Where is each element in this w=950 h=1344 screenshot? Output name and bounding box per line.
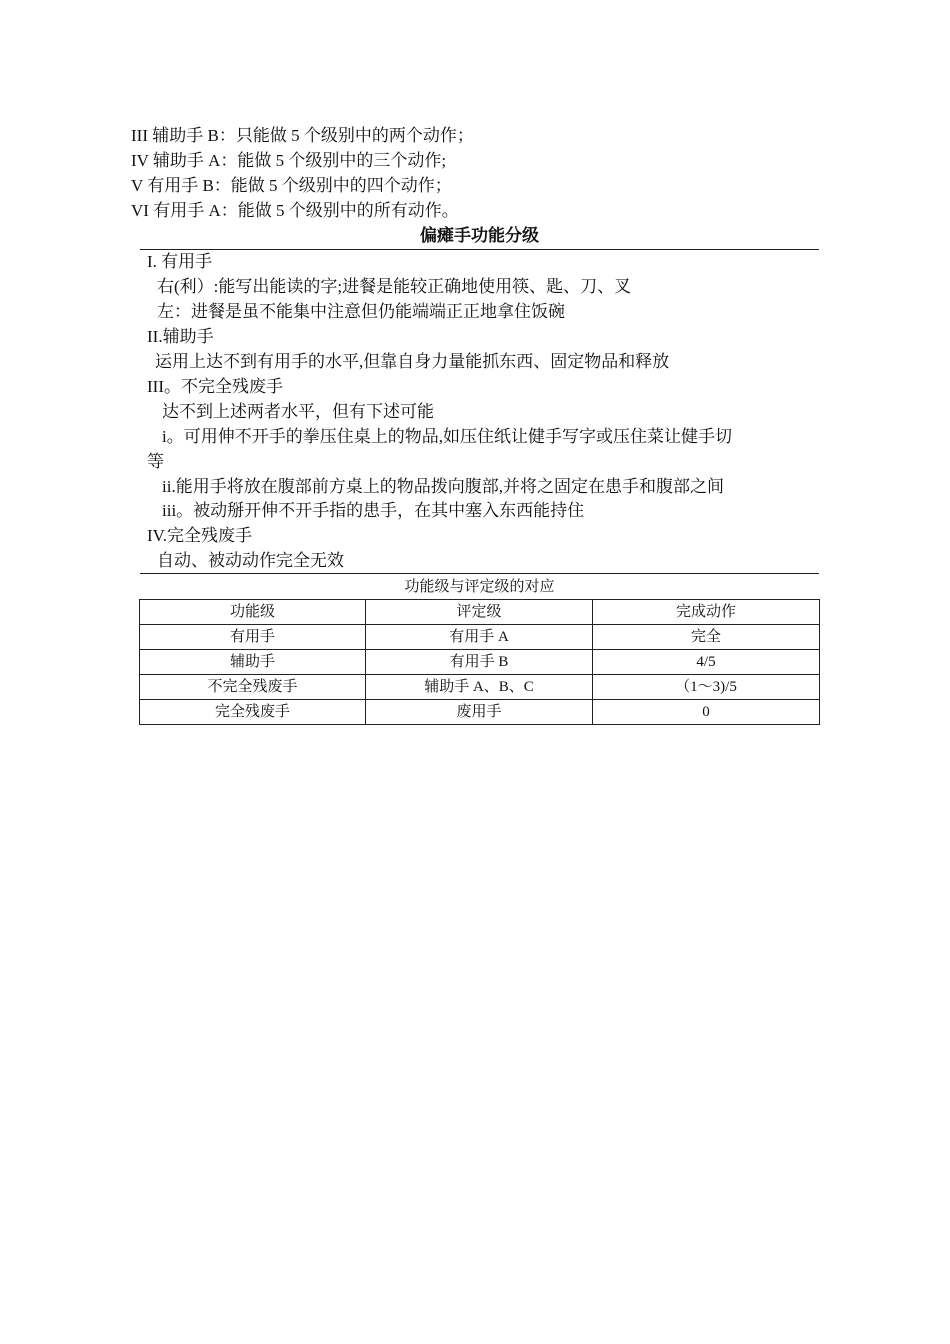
table-caption: 功能级与评定级的对应 (404, 579, 555, 595)
table-cell: （1～3)/5 (593, 675, 820, 700)
section-title: 偏瘫手功能分级 (420, 226, 539, 245)
grade-3-item-i-cont: 等 (147, 452, 164, 471)
table-cell: 有用手 (140, 625, 366, 650)
top-rule (140, 249, 819, 250)
table-cell: 4/5 (593, 650, 820, 675)
table-cell: 完全 (593, 625, 820, 650)
table-row (140, 625, 820, 650)
grade-1-right: 右(利）:能写出能读的字;进餐是能较正确地使用筷、匙、刀、叉 (157, 277, 632, 296)
table-row (140, 650, 820, 675)
grade-heading-2: II.辅助手 (147, 327, 214, 346)
grade-heading-1: I. 有用手 (147, 252, 213, 271)
table-cell: 辅助手 A、B、C (366, 675, 593, 700)
table-header-cell: 评定级 (366, 600, 593, 625)
grade-3-item-iii: iii。被动掰开伸不开手指的患手，在其中塞入东西能持住 (162, 501, 585, 520)
table-header-row (140, 600, 820, 625)
bottom-rule (140, 573, 819, 574)
table-row (140, 675, 820, 700)
grade-2-desc: 运用上达不到有用手的水平,但靠自身力量能抓东西、固定物品和释放 (155, 352, 670, 371)
table-cell: 完全残废手 (140, 700, 366, 725)
grade-1-left: 左：进餐是虽不能集中注意但仍能端端正正地拿住饭碗 (157, 302, 565, 321)
intro-line-4: VI 有用手 A：能做 5 个级别中的所有动作。 (131, 201, 459, 220)
grade-3-item-i: i。可用伸不开手的拳压住桌上的物品,如压住纸让健手写字或压住菜让健手切 (162, 427, 732, 446)
grade-table (139, 599, 820, 725)
table-row (140, 700, 820, 725)
table-header-cell: 完成动作 (593, 600, 820, 625)
table-header-cell: 功能级 (140, 600, 366, 625)
intro-line-2: IV 辅助手 A：能做 5 个级别中的三个动作; (131, 151, 447, 170)
table-cell: 有用手 B (366, 650, 593, 675)
table-cell: 有用手 A (366, 625, 593, 650)
intro-line-3: V 有用手 B：能做 5 个级别中的四个动作； (131, 176, 452, 195)
grade-heading-4: IV.完全残废手 (147, 526, 252, 545)
intro-line-1: III 辅助手 B：只能做 5 个级别中的两个动作； (131, 126, 474, 145)
table-cell: 废用手 (366, 700, 593, 725)
table-cell: 辅助手 (140, 650, 366, 675)
grade-3-item-ii: ii.能用手将放在腹部前方桌上的物品拨向腹部,并将之固定在患手和腹部之间 (162, 477, 724, 496)
grade-4-desc: 自动、被动动作完全无效 (157, 551, 344, 570)
table-cell: 不完全残废手 (140, 675, 366, 700)
table-cell: 0 (593, 700, 820, 725)
grade-heading-3: III。不完全残废手 (147, 377, 283, 396)
grade-3-desc: 达不到上述两者水平，但有下述可能 (162, 402, 434, 421)
